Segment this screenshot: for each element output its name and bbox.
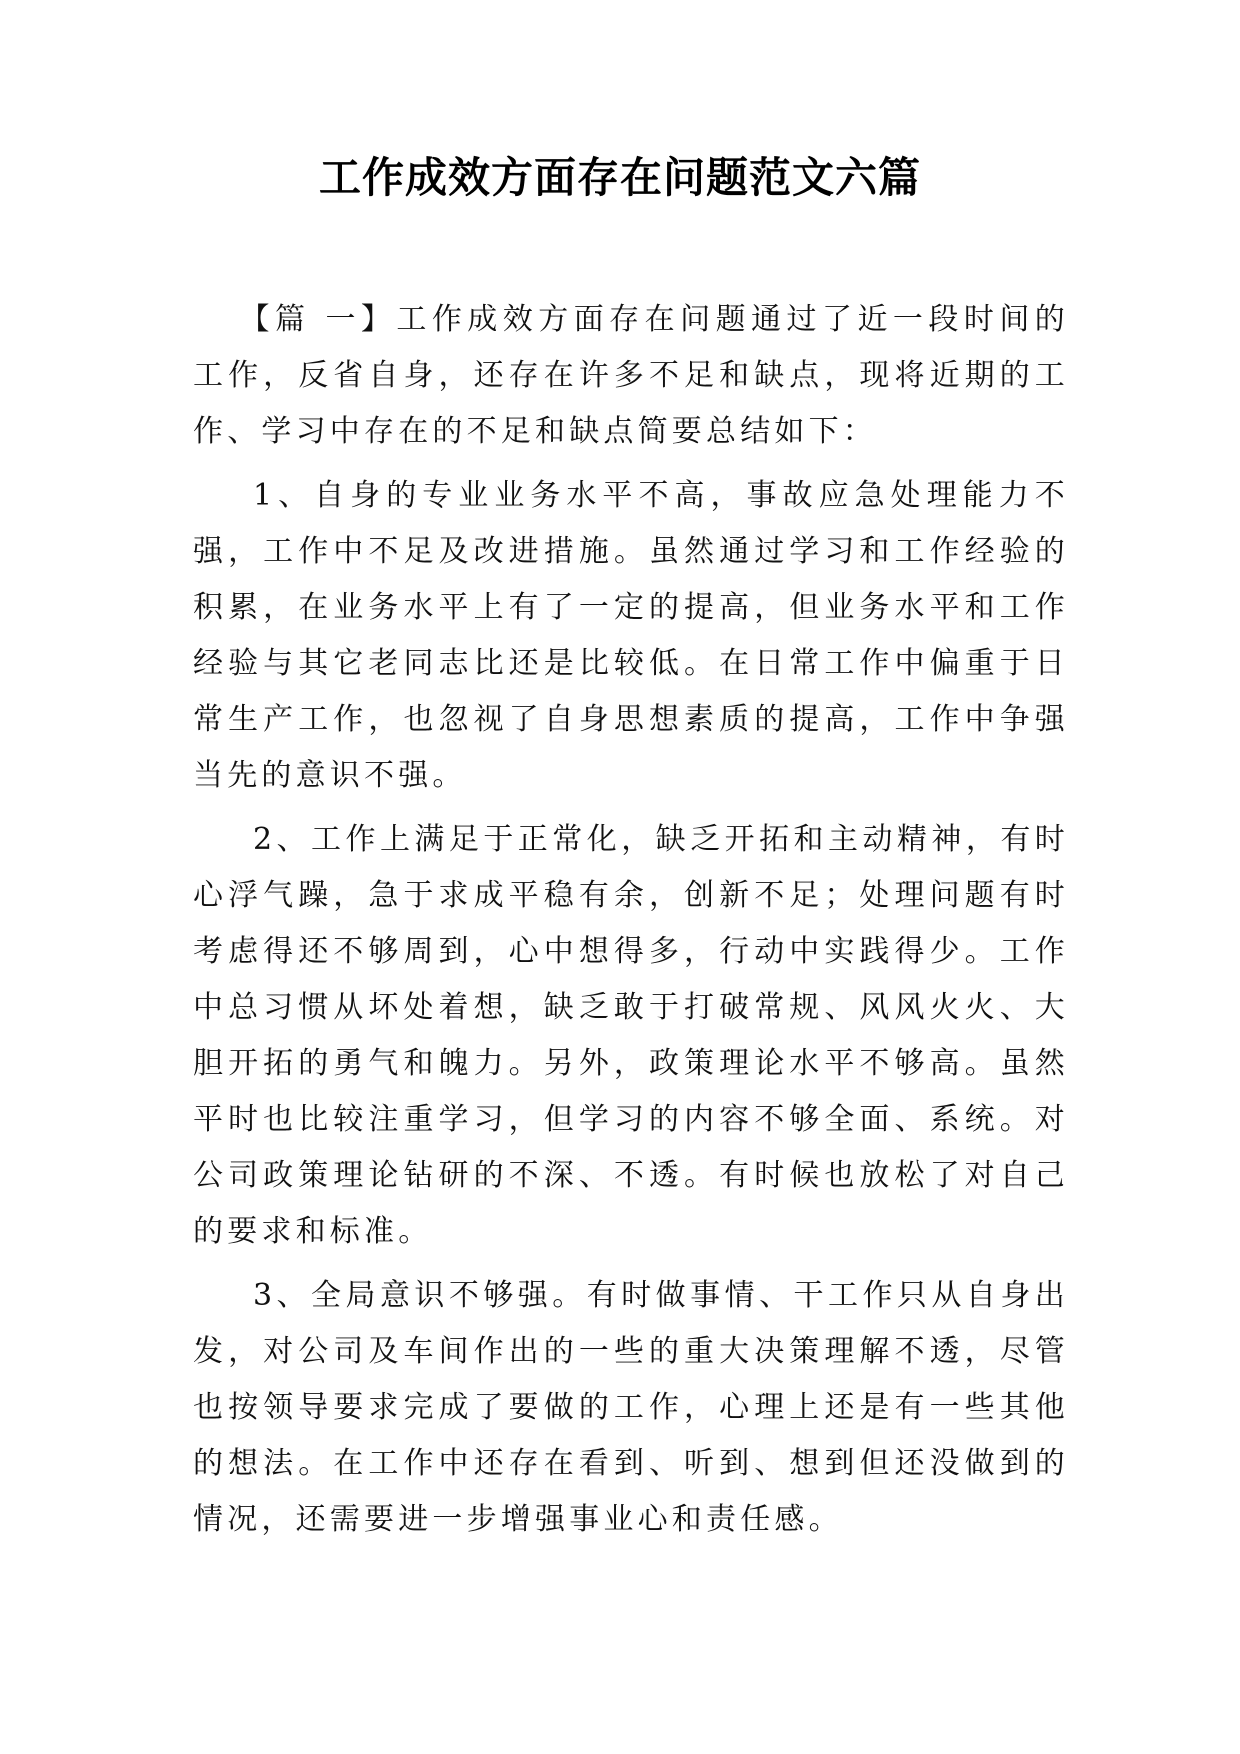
paragraph-item-3: 3、全局意识不够强。有时做事情、干工作只从自身出发，对公司及车间作出的一些的重大决策理解不透，尽管也按领导要求完成了要做的工作，心理上还是有一些其他的想法。在工作中还存在看到、听到、想到但还没做到的情况，还需要进一步增强事业心和责任感。 bbox=[193, 1278, 1069, 1537]
paragraph-item-1: 1、自身的专业业务水平不高，事故应急处理能力不强，工作中不足及改进措施。虽然通过学习和工作经验的积累，在业务水平上有了一定的提高，但业务水平和工作经验与其它老同志比还是比较低。在日常工作中偏重于日常生产工作，也忽视了自身思想素质的提高，工作中争强当先的意识不强。 bbox=[193, 478, 1069, 793]
paragraph-intro: 【篇 一】工作成效方面存在问题通过了近一段时间的工作，反省自身，还存在许多不足和缺点，现将近期的工作、学习中存在的不足和缺点简要总结如下： bbox=[193, 302, 1069, 449]
paragraph-item-2: 2、工作上满足于正常化，缺乏开拓和主动精神，有时心浮气躁，急于求成平稳有余，创新不足；处理问题有时考虑得还不够周到，心中想得多，行动中实践得少。工作中总习惯从坏处着想，缺乏敢于打破常规、风风火火、大胆开拓的勇气和魄力。另外，政策理论水平不够高。虽然平时也比较注重学习，但学习的内容不够全面、系统。对公司政策理论钻研的不深、不透。有时候也放松了对自己的要求和标准。 bbox=[193, 822, 1069, 1249]
document-title: 工作成效方面存在问题范文六篇 bbox=[318, 153, 921, 202]
document-body bbox=[193, 292, 1069, 1556]
